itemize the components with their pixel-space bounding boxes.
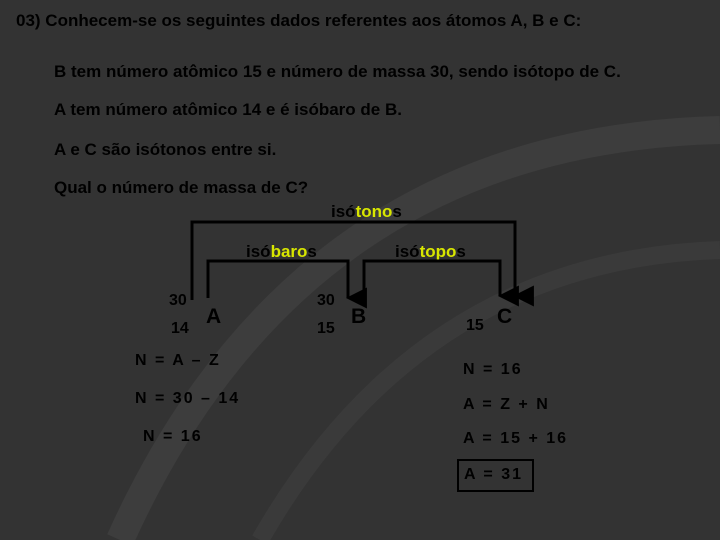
atom-b-symbol: B <box>351 305 367 328</box>
atom-b-mass: 30 <box>317 292 335 309</box>
atom-a-atomic: 14 <box>171 320 189 337</box>
atom-a-symbol: A <box>206 305 222 328</box>
atom-a-mass: 30 <box>169 292 187 309</box>
right-step-2: A = Z + N <box>463 396 550 413</box>
atom-c-atomic: 15 <box>466 317 484 334</box>
isotonos-label: isótonos <box>331 202 402 221</box>
left-step-1: N = A – Z <box>135 352 221 369</box>
question-text: Qual o número de massa de C? <box>54 178 309 197</box>
statement-ac: A e C são isótonos entre si. <box>54 140 277 159</box>
left-step-2: N = 30 – 14 <box>135 390 241 407</box>
atom-b-atomic: 15 <box>317 320 335 337</box>
question-title: 03) Conhecem-se os seguintes dados referentes aos átomos A, B e C: <box>16 11 582 30</box>
right-step-3: A = 15 + 16 <box>463 430 569 447</box>
isobaros-label: isóbaros <box>246 242 317 261</box>
atom-c-symbol: C <box>497 305 513 328</box>
isotopos-label: isótopos <box>395 242 466 261</box>
statement-a: A tem número atômico 14 e é isóbaro de B. <box>54 100 402 119</box>
statement-b: B tem número atômico 15 e número de massa 30, sendo isótopo de C. <box>54 62 621 81</box>
left-step-3: N = 16 <box>143 428 203 445</box>
answer-text: A = 31 <box>464 466 523 483</box>
right-step-1: N = 16 <box>463 361 523 378</box>
